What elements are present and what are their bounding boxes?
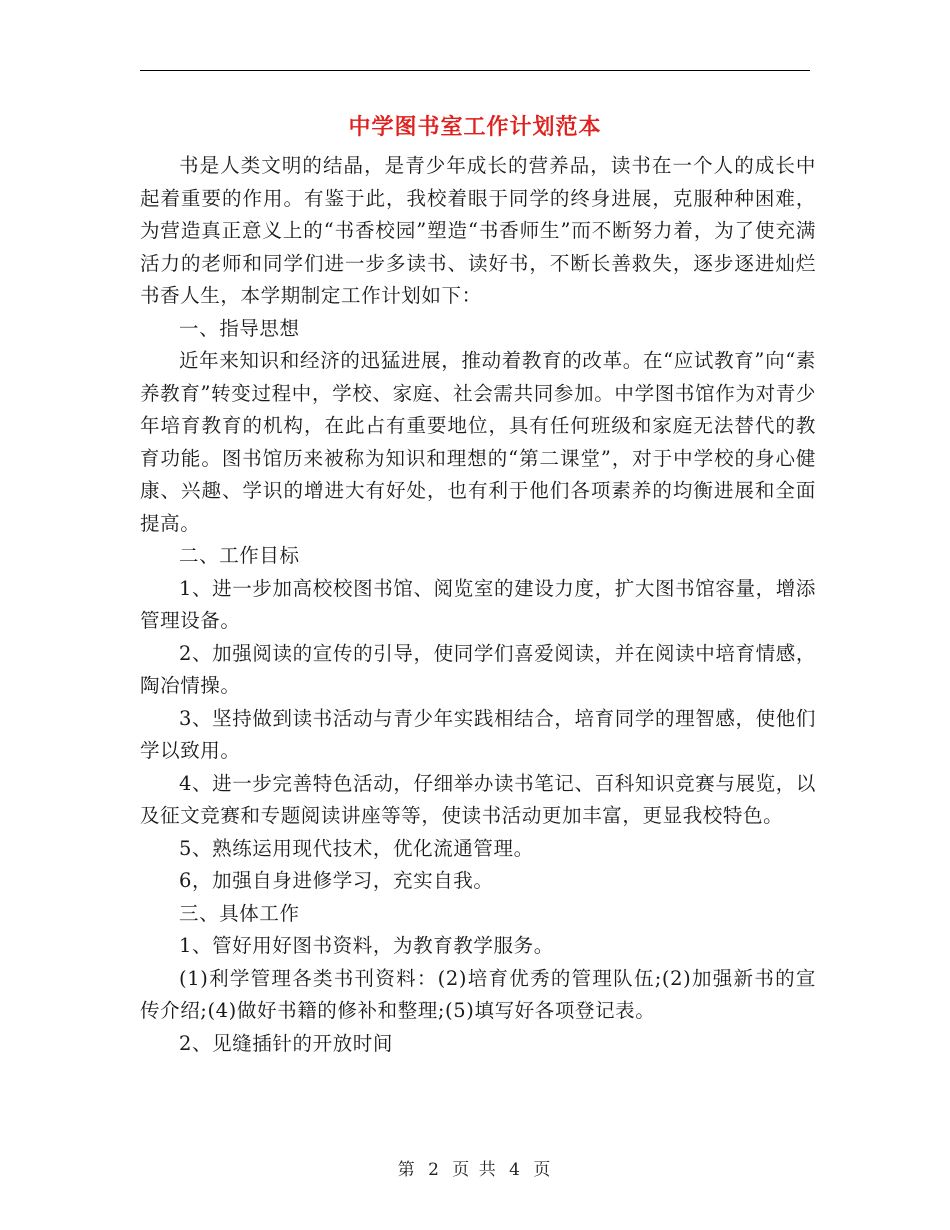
- total-pages-number: 4: [509, 1160, 522, 1180]
- section-heading-specific-work: 三、具体工作: [179, 901, 300, 925]
- current-page-number: 2: [428, 1160, 441, 1180]
- goal-item-1: 1、进一步加高校校图书馆、阅览室的建设力度，扩大图书馆容量，增添管理设备。: [140, 576, 816, 632]
- work-item-1: 1、管好用好图书资料，为教育教学服务。: [179, 934, 554, 957]
- page-label-middle: 页 共: [452, 1160, 498, 1180]
- goal-item-3: 3、坚持做到读书活动与青少年实践相结合，培育同学的理智感，使他们学以致用。: [140, 706, 816, 762]
- paragraph-intro: 书是人类文明的结晶，是青少年成长的营养品，读书在一个人的成长中起着重要的作用。有鉴于此，我校着眼于同学的终身进展，克服种种困难，为营造真正意义上的“书香校园”塑造“书香师生”而不断努力着，为了使充满活力的老师和同学们进一步多读书、读好书，不断长善救失，逐步逐进灿烂书香人生，本学期制定工作计划如下：: [140, 154, 816, 307]
- goal-item-2: 2、加强阅读的宣传的引导，使同学们喜爱阅读，并在阅读中培育情感，陶冶情操。: [140, 641, 816, 697]
- page-label-suffix: 页: [533, 1160, 553, 1180]
- header-rule: [140, 70, 810, 71]
- goal-item-6: 6，加强自身进修学习，充实自我。: [179, 869, 494, 892]
- document-title: 中学图书室工作计划范本: [348, 114, 602, 140]
- paragraph-guiding-thought: 近年来知识和经济的迅猛进展，推动着教育的改革。在“应试教育”向“素养教育”转变过程中，学校、家庭、社会需共同参加。中学图书馆作为对青少年培育教育的机构，在此占有重要地位，具有任何班级和家庭无法替代的教育功能。图书馆历来被称为知识和理想的“第二课堂”，对于中学校的身心健康、兴趣、学识的增进大有好处，也有利于他们各项素养的均衡进展和全面提高。: [140, 349, 816, 535]
- section-heading-work-goals: 二、工作目标: [179, 544, 300, 567]
- page-footer: [0, 1155, 950, 1180]
- work-item-1-details: (1)利学管理各类书刊资料：(2)培育优秀的管理队伍;(2)加强新书的宣传介绍;(4)做好书籍的修补和整理;(5)填写好各项登记表。: [140, 966, 816, 1022]
- section-heading-guiding-thought: 一、指导思想: [179, 316, 300, 340]
- goal-item-5: 5、熟练运用现代技术，优化流通管理。: [179, 836, 534, 860]
- document-body: [140, 150, 816, 1060]
- goal-item-4: 4、进一步完善特色活动，仔细举办读书笔记、百科知识竞赛与展览，以及征文竞赛和专题阅读讲座等等，使读书活动更加丰富，更显我校特色。: [140, 771, 816, 827]
- work-item-2: 2、见缝插针的开放时间: [179, 1031, 394, 1055]
- page-label-prefix: 第: [397, 1160, 417, 1180]
